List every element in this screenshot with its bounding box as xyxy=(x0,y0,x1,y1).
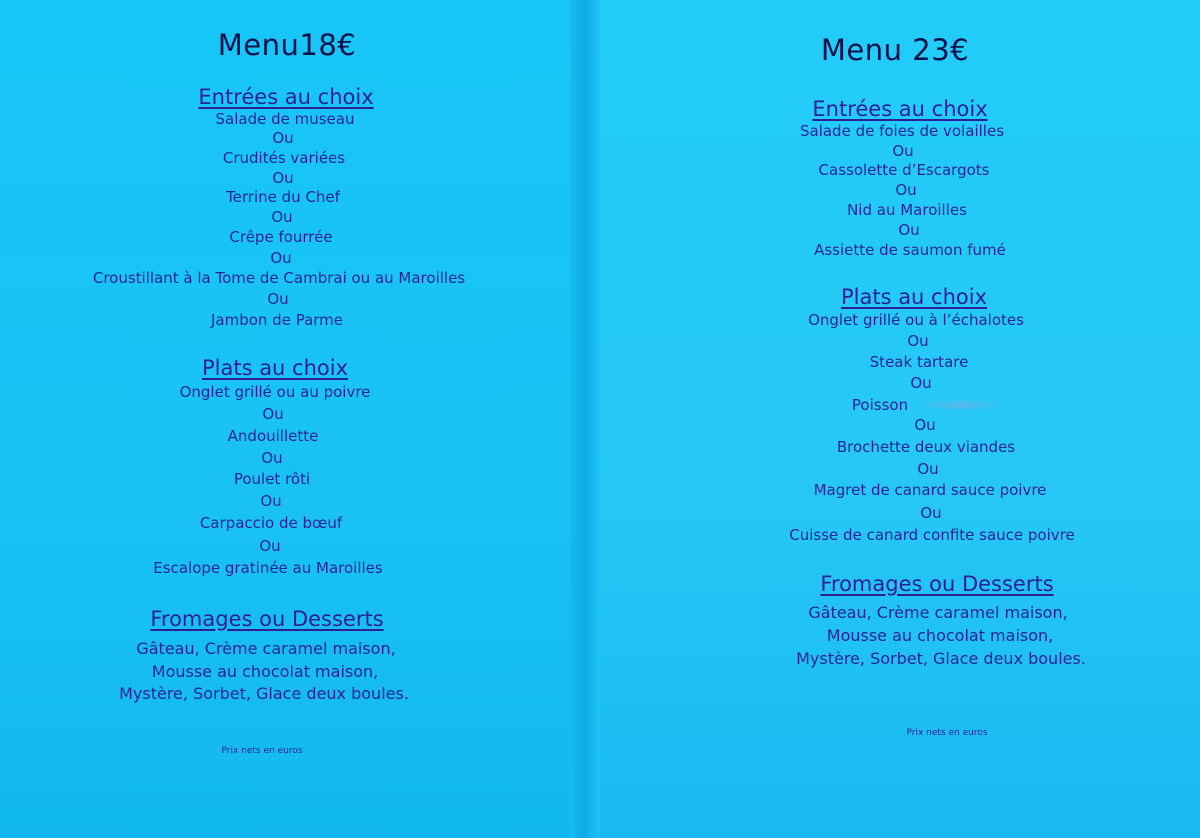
plat-item-23: Cuisse de canard confite sauce poivre xyxy=(789,526,1075,544)
smudge-mark xyxy=(917,399,1005,411)
or-separator: Ou xyxy=(259,537,281,555)
entree-item-23: Cassolette d’Escargots xyxy=(818,161,990,179)
entree-item-23: Salade de foies de volailles xyxy=(799,122,1005,140)
plat-item-23: Magret de canard sauce poivre xyxy=(813,481,1047,499)
price-note-23: Prix nets en euros xyxy=(906,728,988,738)
dessert-line-18: Mousse au chocolat maison, xyxy=(151,662,379,681)
entree-item-23: Nid au Maroilles xyxy=(847,201,967,219)
price-note-18: Prix nets en euros xyxy=(221,746,303,756)
plat-item-23: Brochette deux viandes xyxy=(836,438,1016,456)
or-separator: Ou xyxy=(272,129,294,147)
or-separator: Ou xyxy=(892,142,914,160)
page-fold xyxy=(570,0,600,838)
or-separator: Ou xyxy=(910,374,932,392)
or-separator: Ou xyxy=(907,332,929,350)
plat-item-18: Onglet grillé ou au poivre xyxy=(179,383,371,401)
entree-item-18: Crudités variées xyxy=(222,149,346,167)
plats-heading-23: Plats au choix xyxy=(840,285,988,309)
entree-item-23: Assiette de saumon fumé xyxy=(814,241,1006,259)
or-separator: Ou xyxy=(272,169,294,187)
plat-item-23: Steak tartare xyxy=(869,353,969,371)
entree-item-18: Jambon de Parme xyxy=(210,311,344,329)
or-separator: Ou xyxy=(895,181,917,199)
menu-title-23: Menu 23€ xyxy=(820,33,970,67)
or-separator: Ou xyxy=(917,460,939,478)
plat-item-23: Poisson xyxy=(851,396,909,414)
entree-item-18: Terrine du Chef xyxy=(226,188,340,206)
or-separator: Ou xyxy=(261,449,283,467)
or-separator: Ou xyxy=(260,492,282,510)
dessert-line-18: Gâteau, Crème caramel maison, xyxy=(136,639,396,658)
entree-item-18: Croustillant à la Tome de Cambrai ou au Maroilles xyxy=(92,269,466,287)
dessert-line-18: Mystère, Sorbet, Glace deux boules. xyxy=(119,684,409,703)
or-separator: Ou xyxy=(914,416,936,434)
dessert-line-23: Gâteau, Crème caramel maison, xyxy=(808,603,1068,622)
plats-heading-18: Plats au choix xyxy=(201,356,349,380)
dessert-line-23: Mystère, Sorbet, Glace deux boules. xyxy=(796,649,1086,668)
or-separator: Ou xyxy=(271,208,293,226)
desserts-heading-23: Fromages ou Desserts xyxy=(820,572,1054,596)
plat-item-18: Poulet rôti xyxy=(233,470,311,488)
or-separator: Ou xyxy=(898,221,920,239)
menu-title-18: Menu18€ xyxy=(217,28,357,62)
entree-item-18: Salade de museau xyxy=(215,110,355,128)
or-separator: Ou xyxy=(270,249,292,267)
or-separator: Ou xyxy=(267,290,289,308)
dessert-line-23: Mousse au chocolat maison, xyxy=(826,626,1054,645)
plat-item-18: Andouillette xyxy=(227,427,319,445)
or-separator: Ou xyxy=(920,504,942,522)
plat-item-23: Onglet grillé ou à l’échalotes xyxy=(808,311,1024,329)
or-separator: Ou xyxy=(262,405,284,423)
desserts-heading-18: Fromages ou Desserts xyxy=(150,607,384,631)
entrees-heading-18: Entrées au choix xyxy=(198,85,374,109)
entree-item-18: Crêpe fourrée xyxy=(229,228,333,246)
plat-item-18: Escalope gratinée au Maroilles xyxy=(153,559,383,577)
plat-item-18: Carpaccio de bœuf xyxy=(199,514,343,532)
entrees-heading-23: Entrées au choix xyxy=(812,97,988,121)
